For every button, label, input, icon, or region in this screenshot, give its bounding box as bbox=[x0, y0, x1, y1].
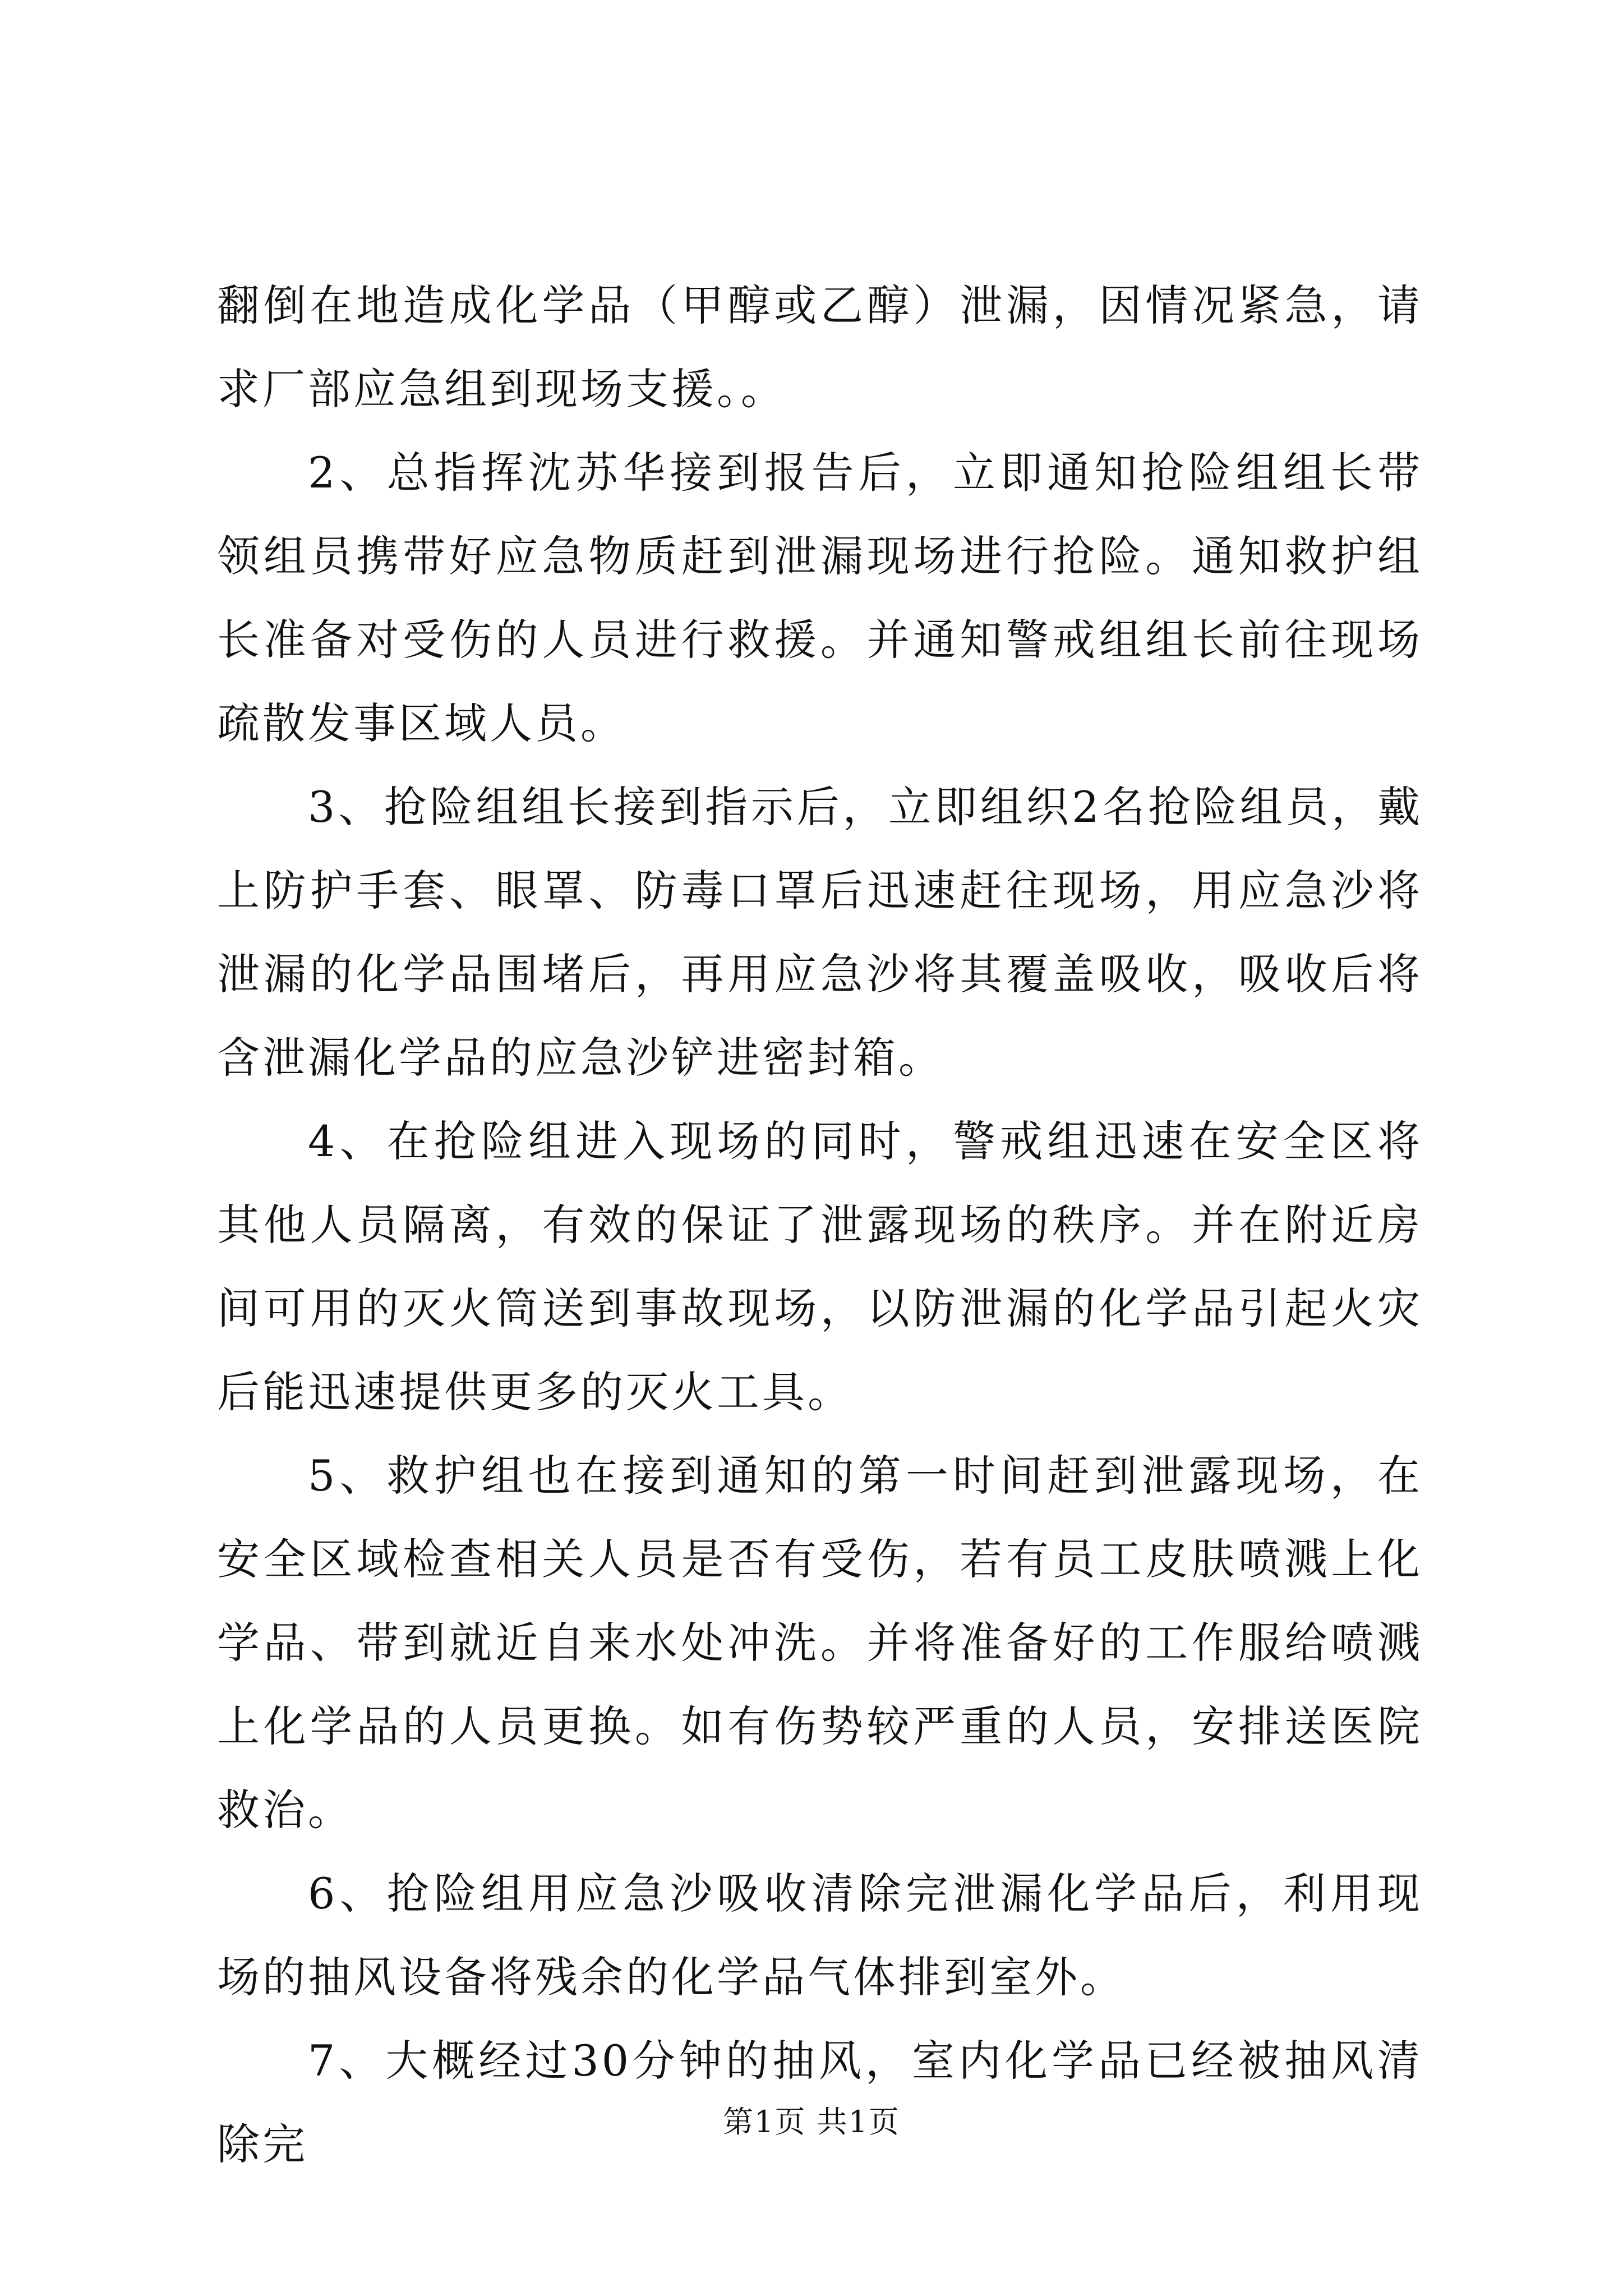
paragraph-1: 翻倒在地造成化学品（甲醇或乙醇）泄漏，因情况紧急，请求厂部应急组到现场支援。。 bbox=[217, 280, 1423, 414]
paragraph-4: 4、在抢险组进入现场的同时，警戒组迅速在安全区将其他人员隔离，有效的保证了泄露现场的秩序。并在附近房间可用的灭火筒送到事故现场，以防泄漏的化学品引起火灾后能迅速提供更多的灭火工具。 bbox=[217, 1116, 1423, 1417]
paragraph-5: 5、救护组也在接到通知的第一时间赶到泄露现场，在安全区域检查相关人员是否有受伤，若有员工皮肤喷溅上化学品、带到就近自来水处冲洗。并将准备好的工作服给喷溅上化学品的人员更换。如有伤势较严重的人员，安排送医院救治。 bbox=[217, 1451, 1423, 1835]
page-footer: 第1页 共1页 bbox=[723, 2104, 900, 2139]
paragraph-2: 2、总指挥沈苏华接到报告后，立即通知抢险组组长带领组员携带好应急物质赶到泄漏现场进行抢险。通知救护组长准备对受伤的人员进行救援。并通知警戒组组长前往现场疏散发事区域人员。 bbox=[217, 448, 1423, 748]
paragraph-7: 7、大概经过30分钟的抽风，室内化学品已经被抽风清除完 bbox=[217, 2036, 1423, 2169]
document-body bbox=[217, 264, 1423, 2186]
paragraph-3: 3、抢险组组长接到指示后，立即组织2名抢险组员，戴上防护手套、眼罩、防毒口罩后迅速赶往现场，用应急沙将泄漏的化学品围堵后，再用应急沙将其覆盖吸收，吸收后将含泄漏化学品的应急沙铲进密封箱。 bbox=[217, 782, 1423, 1083]
paragraph-6: 6、抢险组用应急沙吸收清除完泄漏化学品后，利用现场的抽风设备将残余的化学品气体排到室外。 bbox=[217, 1869, 1423, 2002]
